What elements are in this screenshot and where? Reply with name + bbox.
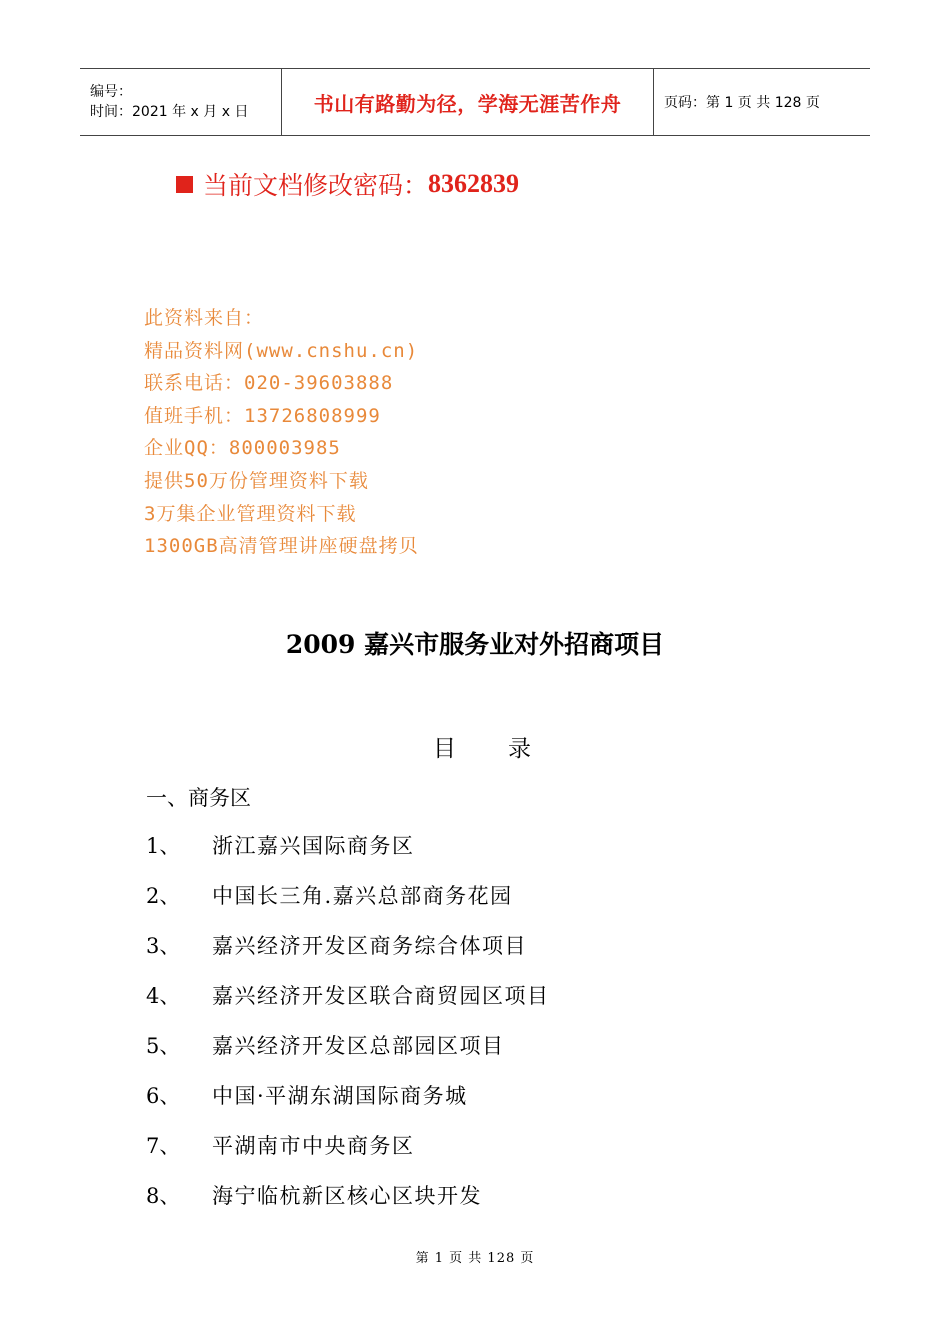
source-line: 3万集企业管理资料下载 [144,502,357,525]
toc-item [146,980,550,1030]
toc-item-text: 平湖南市中央商务区 [212,1134,415,1158]
source-info [144,302,419,563]
source-line: 此资料来自： [144,307,265,329]
source-line: 企业QQ：800003985 [144,437,341,460]
toc-item-number: 8、 [146,1184,181,1208]
toc-section-heading: 一、商务区 [146,786,251,810]
toc-item [146,1180,550,1230]
page-footer: 第 1 页 共 128 页 [415,1251,535,1266]
toc-item-text: 嘉兴经济开发区商务综合体项目 [212,934,527,958]
password-code: 8362839 [428,169,520,198]
toc-item-number: 3、 [146,934,181,958]
password-label: 当前文档修改密码： [203,171,429,200]
source-line: 提供50万份管理资料下载 [144,469,369,492]
toc-item [146,930,550,980]
toc-item-number: 5、 [146,1034,181,1058]
toc-item [146,1030,550,1080]
square-bullet-icon [176,176,193,193]
toc-item-number: 4、 [146,984,181,1008]
toc-item-text: 中国长三角.嘉兴总部商务花园 [212,884,513,908]
toc-item-text: 中国·平湖东湖国际商务城 [212,1084,468,1108]
source-line: 1300GB高清管理讲座硬盘拷贝 [144,535,419,558]
toc-item-number: 2、 [146,884,181,908]
toc-list [146,830,550,1230]
toc-item-text: 海宁临杭新区核心区块开发 [212,1184,482,1208]
source-line: 联系电话：020-39603888 [144,372,394,395]
toc-item-text: 嘉兴经济开发区总部园区项目 [212,1034,505,1058]
password-notice [176,166,519,202]
toc-item-number: 7、 [146,1134,181,1158]
toc-item-number: 6、 [146,1084,181,1108]
toc-item-number: 1、 [146,834,181,858]
number-label: 编号： [90,84,132,100]
source-line: 值班手机：13726808999 [144,404,381,427]
toc-item [146,830,550,880]
toc-heading [433,730,531,763]
toc-item [146,880,550,930]
toc-item-text: 浙江嘉兴国际商务区 [212,834,415,858]
toc-heading-right: 录 [508,736,531,762]
toc-item [146,1130,550,1180]
toc-item [146,1080,550,1130]
toc-heading-left: 目 [433,736,456,762]
source-line: 精品资料网(www.cnshu.cn) [144,339,419,362]
time-label: 时间：2021 年 x 月 x 日 [90,104,249,120]
header-meta [80,69,282,135]
document-title: 2009 嘉兴市服务业对外招商项目 [285,630,665,659]
header-page-info: 页码：第 1 页 共 128 页 [664,95,820,111]
header-motto: 书山有路勤为径，学海无涯苦作舟 [282,69,654,135]
page-header [80,68,870,136]
toc-item-text: 嘉兴经济开发区联合商贸园区项目 [212,984,550,1008]
